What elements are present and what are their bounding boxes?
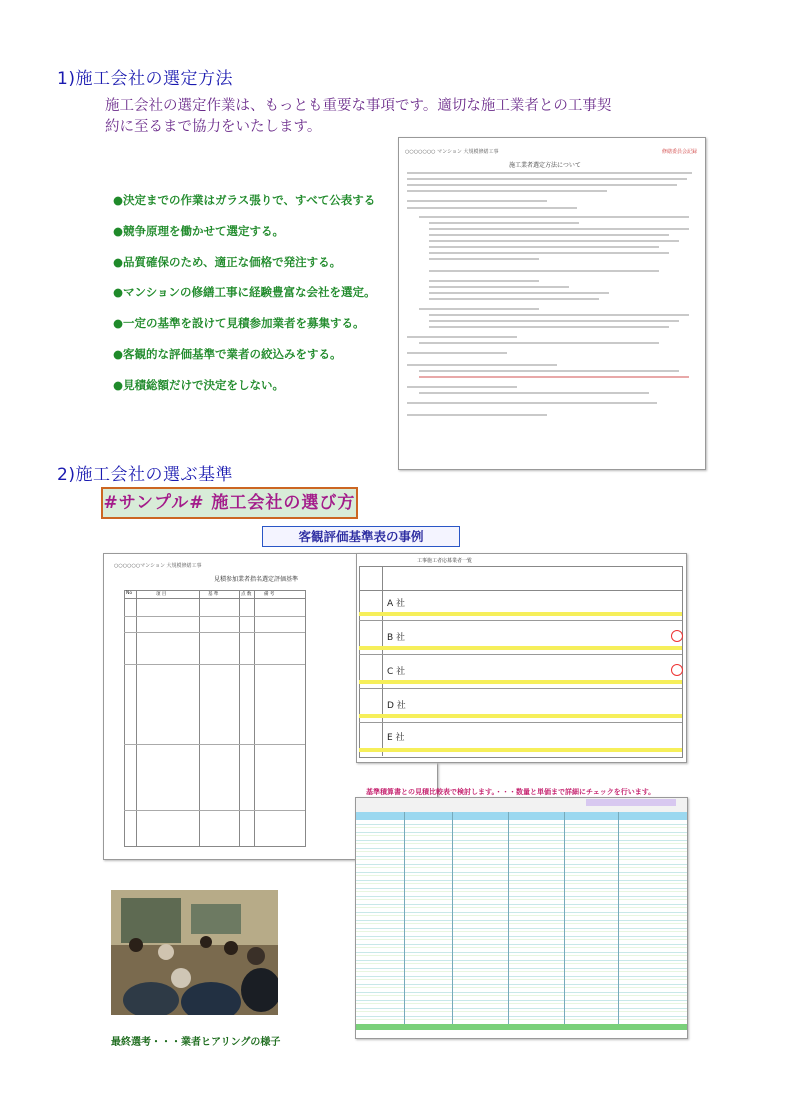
company-table-title: 工事施工者応募業者一覧 [417, 558, 473, 564]
company-b: B 社 [387, 633, 406, 643]
bullet-1: ●決定までの作業はガラス張りで、すべて公表する [113, 193, 376, 207]
doc-header-right: 修繕委員会記録 [661, 149, 697, 155]
criteria-col-item: 項 目 [156, 592, 167, 597]
section1-intro [105, 96, 705, 138]
estimate-comparison-sheet [355, 797, 688, 1039]
section2-heading: 2)施工会社の選ぶ基準 [57, 465, 233, 485]
photo-caption: 最終選考・・・業者ヒアリングの様子 [111, 1037, 281, 1048]
criteria-col-remarks: 備 考 [264, 592, 275, 597]
applicant-company-table [356, 553, 687, 763]
company-e: E 社 [387, 733, 405, 743]
sample-title-banner: #サンプル# 施工会社の選び方 [101, 487, 358, 519]
bullet-6: ●客観的な評価基準で業者の絞込みをする。 [113, 347, 342, 361]
intro-line-2: 約に至るまで協力をいたします。 [105, 119, 322, 135]
bullet-4: ●マンションの修繕工事に経験豊富な会社を選定。 [113, 285, 376, 299]
objective-criteria-label: 客観評価基準表の事例 [262, 526, 460, 547]
selected-circle-mark [671, 630, 683, 642]
criteria-col-no: No [126, 591, 133, 596]
doc-title: 施工業者選定方法について [509, 162, 581, 169]
hearing-photo [111, 890, 278, 1015]
criteria-col-standard: 基 準 [208, 592, 219, 597]
selected-circle-mark [671, 664, 683, 676]
selection-method-document [398, 137, 706, 470]
company-d: D 社 [387, 701, 406, 711]
bullet-3: ●品質確保のため、適正な価格で発注する。 [113, 255, 342, 269]
criteria-col-score: 点 数 [241, 592, 252, 597]
estimate-comparison-caption: 基準積算書との見積比較表で検討します。・・・数量と単価まで詳細にチェックを行います。 [366, 788, 656, 796]
company-c: C 社 [387, 667, 406, 677]
intro-line-1: 施工会社の選定作業は、もっとも重要な事項です。適切な施工業者との工事契 [105, 98, 612, 114]
doc-header-left: ○○○○○○○ マンション 大規模修繕工事 [405, 149, 499, 155]
section1-heading: 1)施工会社の選定方法 [57, 69, 233, 89]
bullet-5: ●一定の基準を設けて見積参加業者を募集する。 [113, 316, 365, 330]
bullet-7: ●見積総額だけで決定をしない。 [113, 378, 285, 392]
bullet-2: ●競争原理を働かせて選定する。 [113, 224, 285, 238]
company-a: A 社 [387, 599, 406, 609]
criteria-header-left: ○○○○○○マンション 大規模修繕工事 [114, 563, 202, 569]
criteria-title: 見積参加業者指名選定評価基準 [214, 576, 299, 583]
